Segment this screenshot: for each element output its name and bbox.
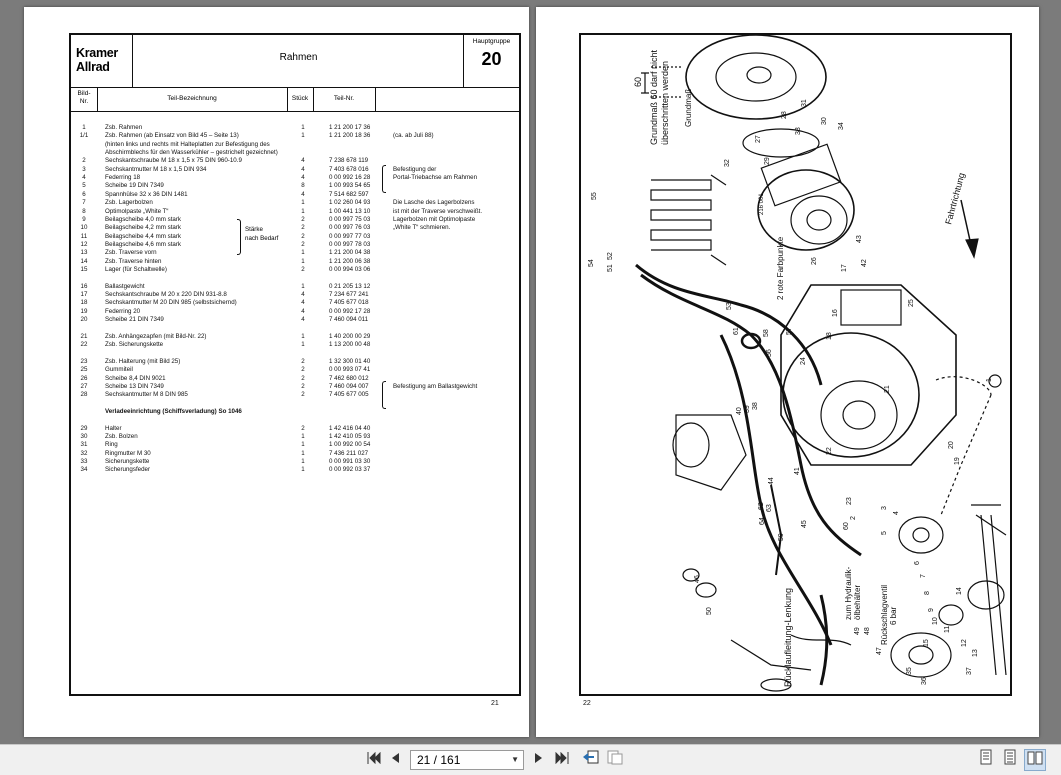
callout-number: 60 — [843, 522, 850, 530]
cell-part-number: 1 40 200 00 29 — [329, 332, 371, 340]
callout-number: 19 — [954, 457, 961, 465]
rueckschlag-label-line-2: 6 bar — [889, 606, 898, 625]
part-code-label: 216 001 — [759, 193, 765, 215]
cell-part-number: 1 21 200 06 38 — [329, 257, 371, 265]
cell-note: Befestigung der — [393, 165, 437, 173]
cell-bild-nr: 23 — [80, 357, 88, 365]
callout-number: 7 — [920, 574, 927, 578]
cell-bild-nr: 14 — [80, 257, 88, 265]
cell-quantity: 2 — [301, 224, 305, 232]
cell-quantity: 1 — [301, 341, 305, 349]
document-page-left — [24, 7, 529, 737]
cell-part-number: 1 00 992 00 54 — [329, 441, 371, 449]
col-divider — [375, 87, 376, 111]
callout-number: 14 — [956, 587, 963, 595]
page-number-display: 21 / 161 — [417, 753, 461, 767]
callout-number: 15 — [923, 639, 930, 647]
callout-number: 44 — [768, 477, 775, 485]
cell-part-number: 7 238 678 119 — [329, 157, 369, 165]
cell-quantity: 4 — [301, 190, 305, 198]
fahrtrichtung-label: Fahrtrichtung — [943, 171, 967, 226]
cell-quantity: 2 — [301, 391, 305, 399]
col-header-nr — [71, 90, 97, 106]
cell-bild-nr: 32 — [80, 449, 88, 457]
cell-part-number: 1 02 260 04 93 — [329, 199, 371, 207]
cell-description: Spannhülse 32 x 36 DIN 1481 — [105, 190, 188, 198]
cell-quantity: 2 — [301, 424, 305, 432]
cell-part-number: 0 00 997 77 03 — [329, 232, 371, 240]
callout-number: 10 — [932, 617, 939, 625]
callout-number: 11 — [944, 625, 951, 633]
cell-bild-nr: 20 — [80, 316, 88, 324]
cell-bild-nr: 26 — [80, 374, 88, 382]
cell-bild-nr: 34 — [80, 466, 88, 474]
cell-note: Befestigung am Ballastgewicht — [393, 382, 478, 390]
cell-bild-nr: 1 — [82, 124, 86, 131]
cell-description: Beilagscheibe 4,2 mm stark — [105, 224, 182, 232]
cell-note: „White T“ schmieren. — [393, 224, 451, 232]
callout-number: 4 — [893, 511, 900, 515]
callout-number: 59 — [778, 533, 785, 541]
col-header-part: Teil-Nr. — [333, 95, 355, 102]
dimension-sixty: 60 — [633, 76, 643, 87]
cell-note: ist mit der Traverse verschweißt. — [393, 207, 483, 215]
cell-quantity: 2 — [301, 240, 305, 248]
cell-description: Lager (für Schaltwelle) — [105, 265, 167, 273]
callout-number: 32 — [724, 159, 731, 167]
col-header-nr-1: Bild- — [77, 90, 91, 97]
callout-number: 45 — [801, 520, 808, 528]
cell-quantity: 2 — [301, 265, 305, 273]
callout-number: 40 — [736, 407, 743, 415]
cell-quantity: 1 — [301, 132, 305, 140]
callout-number: 33 — [795, 127, 802, 135]
callout-number: 29 — [764, 157, 771, 165]
two-page-view-button[interactable] — [1024, 749, 1046, 771]
cell-part-number: 7 405 677 018 — [329, 299, 369, 307]
sheet-title: Rahmen — [279, 52, 318, 63]
cell-part-number: 0 00 997 76 03 — [329, 224, 371, 232]
callout-number: 12 — [961, 639, 968, 647]
cell-quantity: 4 — [301, 291, 305, 298]
next-page-icon — [533, 752, 543, 764]
cell-bild-nr: 3 — [82, 165, 86, 173]
cell-part-number: 7 460 094 011 — [329, 316, 369, 324]
callout-number: 23 — [846, 497, 853, 505]
cell-quantity: 4 — [301, 307, 305, 315]
cell-description: Zsb. Traverse vorn — [105, 249, 157, 257]
cell-quantity: 2 — [301, 232, 305, 240]
chevron-down-icon: ▼ — [511, 755, 519, 764]
cell-bild-nr: 10 — [80, 224, 88, 232]
cell-description: Zsb. Lagerbolzen — [105, 199, 153, 207]
cell-description: Zsb. Halterung (mit Bild 25) — [105, 357, 181, 365]
cell-part-number: 1 42 410 05 93 — [329, 432, 371, 440]
cell-description: Ringmutter M 30 — [105, 449, 151, 457]
cell-part-number: 1 21 200 04 38 — [329, 249, 371, 257]
cell-quantity: 2 — [301, 366, 305, 374]
cell-description: Federring 18 — [105, 174, 141, 182]
callout-number: 27 — [755, 135, 762, 143]
cell-description: Zsb. Rahmen — [105, 124, 143, 131]
callout-number: 55 — [591, 192, 598, 200]
callout-number: 52 — [607, 252, 614, 260]
cell-description: Beilagscheibe 4,6 mm stark — [105, 240, 182, 248]
cell-part-number: 1 32 300 01 40 — [329, 357, 371, 365]
cell-part-number: 0 00 992 16 28 — [329, 174, 371, 182]
cell-part-number: 1 21 200 18 36 — [329, 132, 371, 140]
cell-description: Zsb. Traverse hinten — [105, 257, 162, 265]
cell-part-number: 1 00 993 54 65 — [329, 182, 371, 190]
cell-description: Ring — [105, 441, 118, 449]
cell-quantity: 4 — [301, 174, 305, 182]
page-number-right: 22 — [583, 700, 591, 707]
cell-note: Lagerbolzen mit Optimolpaste — [393, 215, 476, 223]
continuous-view-button[interactable] — [1002, 749, 1018, 771]
callout-number: 16 — [832, 309, 839, 317]
callout-number: 47 — [876, 647, 883, 655]
cell-bild-nr: 15 — [80, 265, 88, 273]
previous-page-button[interactable] — [388, 749, 404, 771]
cell-description: (hinten links und rechts mit Halteplatten zur Befestigung des — [105, 140, 270, 148]
callout-number: 18 — [826, 332, 833, 340]
cell-part-number: 0 00 992 03 37 — [329, 466, 371, 474]
callout-number: 17 — [841, 264, 848, 272]
cell-note: (ca. ab Juli 88) — [393, 132, 434, 140]
cell-description: Scheibe 13 DIN 7349 — [105, 382, 164, 390]
cell-description: Federring 20 — [105, 307, 141, 315]
col-header-desc: Teil-Bezeichnung — [167, 95, 217, 102]
col-header-qty: Stück — [291, 95, 309, 102]
cell-bild-nr: 11 — [80, 232, 88, 240]
cell-quantity: 1 — [301, 257, 305, 265]
ruecklauf-label: Rücklaufleitung-Lenkung — [783, 587, 793, 687]
cell-part-number: 1 42 416 04 40 — [329, 424, 371, 432]
cell-quantity: 1 — [301, 124, 305, 131]
callout-number: 54 — [588, 259, 595, 267]
single-page-icon — [980, 749, 992, 765]
main-group-label: Hauptgruppe — [472, 38, 511, 45]
callout-number: 64 — [759, 517, 766, 525]
cell-bild-nr: 27 — [80, 382, 88, 390]
cell-quantity: 2 — [301, 382, 305, 390]
cell-description: Sicherungskette — [105, 458, 150, 465]
callout-number: 50 — [706, 607, 713, 615]
callout-number: 37 — [966, 667, 973, 675]
callout-number: 43 — [856, 235, 863, 243]
cell-bild-nr: 17 — [80, 291, 88, 298]
cell-part-number: 7 514 682 597 — [329, 190, 369, 198]
cell-part-number: 0 00 994 03 06 — [329, 265, 371, 273]
cell-quantity: 1 — [301, 332, 305, 340]
cell-bild-nr: 31 — [80, 441, 88, 449]
logo-line-1: Kramer — [76, 46, 118, 60]
cell-description: Zsb. Rahmen (ab Einsatz von Bild 45 – Seite 13) — [105, 132, 239, 140]
page-number-select[interactable] — [410, 750, 524, 770]
go-forward-icon — [606, 749, 624, 765]
cell-bild-nr: 6 — [82, 190, 86, 198]
previous-page-icon — [391, 752, 401, 764]
cell-bild-nr: 5 — [82, 182, 86, 190]
cell-quantity: 4 — [301, 165, 305, 173]
grundmass-note-line-1: Grundmaß 60 darf nicht — [649, 49, 659, 145]
exploded-view-drawing — [581, 35, 1010, 694]
cell-description: Sicherungsfeder — [105, 466, 151, 474]
cell-part-number: 0 00 991 03 30 — [329, 458, 371, 465]
exploded-drawing-frame — [579, 33, 1012, 696]
callout-number: 62 — [758, 502, 765, 510]
cell-quantity: 1 — [301, 449, 305, 457]
brand-logo — [71, 35, 133, 87]
callout-number: 13 — [972, 649, 979, 657]
cell-description: Scheibe 8,4 DIN 9021 — [105, 374, 166, 382]
callout-number: 31 — [801, 99, 808, 107]
last-page-button[interactable] — [552, 749, 572, 771]
viewer-toolbar — [0, 744, 1061, 775]
callout-number: 6 — [914, 561, 921, 565]
cell-note: Die Lasche des Lagerbolzens — [393, 199, 475, 207]
cell-description: Sechskantmutter M 8 DIN 985 — [105, 391, 188, 399]
first-page-icon — [367, 752, 381, 764]
col-divider — [287, 87, 288, 111]
axle-note-brace — [382, 165, 386, 193]
callout-number: 58 — [763, 329, 770, 337]
callout-number: 53 — [726, 302, 733, 310]
cell-description: Sechskantschraube M 20 x 220 DIN 931-8.8 — [105, 291, 227, 298]
cell-bild-nr: 1/1 — [79, 132, 89, 140]
page-number-left: 21 — [491, 700, 499, 707]
cell-quantity: 1 — [301, 441, 305, 449]
cell-part-number: 7 405 677 005 — [329, 391, 369, 399]
callout-number: 51 — [607, 264, 614, 272]
cell-part-number: 1 00 441 13 10 — [329, 207, 371, 215]
cell-description: Beilagscheibe 4,0 mm stark — [105, 215, 182, 223]
thickness-brace — [237, 219, 241, 255]
cell-part-number: 7 460 094 007 — [329, 382, 369, 390]
main-group-number: 20 — [481, 49, 502, 69]
callout-number: 57 — [786, 327, 793, 335]
cell-part-number: 7 436 211 027 — [329, 449, 369, 457]
cell-quantity: 4 — [301, 157, 305, 165]
callout-number: 5 — [881, 531, 888, 535]
callout-number: 48 — [864, 627, 871, 635]
cell-quantity: 1 — [301, 466, 305, 474]
cell-description: Gummiteil — [105, 366, 133, 374]
callout-number: 34 — [838, 122, 845, 130]
cell-part-number: 0 00 992 17 28 — [329, 307, 371, 315]
continuous-page-icon — [1004, 749, 1016, 765]
single-page-view-button[interactable] — [978, 749, 994, 771]
callout-number: 63 — [766, 504, 773, 512]
cell-quantity: 1 — [301, 207, 305, 215]
col-header-nr-2: Nr. — [79, 98, 89, 105]
cell-description: Verladeeinrichtung (Schiffsverladung) So 1046 — [105, 407, 242, 415]
last-page-icon — [555, 752, 569, 764]
callout-number: 2 — [850, 516, 857, 520]
callout-number: 30 — [821, 117, 828, 125]
cell-bild-nr: 13 — [80, 249, 88, 257]
cell-bild-nr: 19 — [80, 307, 88, 315]
cell-bild-nr: 21 — [80, 332, 88, 340]
callout-number: 26 — [811, 257, 818, 265]
cell-quantity: 8 — [301, 182, 305, 190]
rueckschlag-label-line-1: Rückschlagventil — [880, 584, 889, 645]
cell-quantity: 4 — [301, 316, 305, 324]
cell-description: Zsb. Bolzen — [105, 432, 138, 440]
cell-description: Sechskantmutter M 18 x 1,5 DIN 934 — [105, 165, 207, 173]
cell-quantity: 1 — [301, 249, 305, 257]
cell-bild-nr: 8 — [82, 207, 86, 215]
cell-quantity: 1 — [301, 282, 305, 290]
cell-bild-nr: 33 — [80, 458, 88, 465]
col-divider — [313, 87, 314, 111]
cell-bild-nr: 2 — [82, 157, 86, 165]
callout-number: 28 — [781, 111, 788, 119]
cell-bild-nr: 25 — [80, 366, 88, 374]
cell-description: Zsb. Anhängezapfen (mit Bild-Nr. 22) — [105, 332, 207, 340]
cell-part-number: 7 234 677 241 — [329, 291, 369, 298]
callout-number: 24 — [800, 357, 807, 365]
cell-description: Ballastgewicht — [105, 282, 145, 290]
cell-part-number: 7 462 680 012 — [329, 374, 369, 382]
cell-description: Zsb. Sicherungskette — [105, 341, 164, 349]
ballast-note-brace — [382, 381, 386, 409]
cell-description: Halter — [105, 424, 122, 432]
cell-part-number: 0 00 997 78 03 — [329, 240, 371, 248]
go-forward-button[interactable] — [604, 749, 626, 771]
go-back-button[interactable] — [580, 749, 602, 771]
col-divider — [97, 87, 98, 111]
grundmass-small: Grundmaß — [684, 88, 693, 127]
column-header-row — [71, 87, 519, 112]
callout-number: 8 — [924, 591, 931, 595]
callout-number: 39 — [744, 405, 751, 413]
callout-number: 41 — [794, 467, 801, 475]
logo-line-2: Allrad — [76, 60, 110, 74]
cell-bild-nr: 22 — [80, 341, 88, 349]
cell-bild-nr: 30 — [80, 432, 88, 440]
cell-description: Beilagscheibe 4,4 mm stark — [105, 232, 182, 240]
callout-number: 21 — [884, 385, 891, 393]
cell-part-number: 0 00 997 75 03 — [329, 215, 371, 223]
cell-bild-nr: 16 — [80, 282, 88, 290]
callout-number: 46 — [694, 575, 701, 583]
farbpunkte-label: 2 rote Farbpunkte — [776, 236, 785, 300]
cell-part-number: 1 13 200 00 48 — [329, 341, 371, 349]
thickness-note — [245, 225, 278, 243]
table-row — [71, 465, 519, 474]
callout-number: 25 — [908, 299, 915, 307]
cell-bild-nr: 28 — [80, 391, 88, 399]
cell-quantity: 2 — [301, 374, 305, 382]
cell-part-number: 1 21 200 17 36 — [329, 124, 371, 131]
cell-bild-nr: 18 — [80, 299, 88, 307]
cell-note: Portal-Triebachse am Rahmen — [393, 174, 478, 182]
callout-number: 49 — [854, 627, 861, 635]
main-group-box — [463, 35, 519, 87]
cell-quantity: 1 — [301, 458, 305, 465]
callout-number: 38 — [752, 402, 759, 410]
cell-bild-nr: 12 — [80, 240, 88, 248]
cell-description: Abschirmblechs für den Wasserkühler – gestrichelt gezeichnet) — [105, 149, 278, 157]
cell-description: Sechskantschraube M 18 x 1,5 x 75 DIN 960-10.9 — [105, 157, 242, 165]
parts-list-sheet — [69, 33, 521, 696]
callout-number: 3 — [881, 506, 888, 510]
cell-description: Scheibe 19 DIN 7349 — [105, 182, 164, 190]
next-page-button[interactable] — [530, 749, 546, 771]
thickness-note-line-1: Stärke — [245, 226, 263, 233]
hydraulik-label-line-2: ölbehälter — [853, 584, 862, 620]
go-back-icon — [582, 749, 600, 765]
cell-description: Sechskantmutter M 20 DIN 985 (selbstsichernd) — [105, 299, 237, 307]
cell-quantity: 1 — [301, 432, 305, 440]
grundmass-note-line-2: überschritten werden — [660, 60, 670, 145]
cell-quantity: 4 — [301, 299, 305, 307]
hydraulik-label-line-1: zum Hydraulik- — [844, 566, 853, 620]
cell-bild-nr: 4 — [82, 174, 86, 182]
cell-bild-nr: 29 — [80, 424, 88, 432]
callout-number: 36 — [921, 677, 928, 685]
callout-number: 35 — [906, 667, 913, 675]
callout-number: 9 — [928, 608, 935, 612]
cell-bild-nr: 7 — [82, 199, 86, 207]
cell-quantity: 1 — [301, 199, 305, 207]
callout-number: 20 — [948, 441, 955, 449]
callout-number: 22 — [826, 447, 833, 455]
cell-quantity: 2 — [301, 215, 305, 223]
first-page-button[interactable] — [364, 749, 384, 771]
cell-part-number: 0 00 993 07 41 — [329, 366, 371, 374]
cell-description: Scheibe 21 DIN 7349 — [105, 316, 164, 324]
callout-number: 42 — [861, 259, 868, 267]
cell-quantity: 2 — [301, 357, 305, 365]
two-page-icon — [1027, 751, 1043, 765]
sheet-header — [71, 35, 519, 88]
document-page-right — [536, 7, 1039, 737]
thickness-note-line-2: nach Bedarf — [245, 235, 279, 242]
callout-number: 56 — [766, 349, 773, 357]
callout-number: 1 — [986, 378, 993, 382]
callout-number: 61 — [733, 327, 740, 335]
cell-bild-nr: 9 — [82, 215, 86, 223]
cell-description: Optimolpaste „White T“ — [105, 207, 169, 215]
cell-part-number: 0 21 205 13 12 — [329, 282, 371, 290]
cell-part-number: 7 403 678 016 — [329, 165, 369, 173]
